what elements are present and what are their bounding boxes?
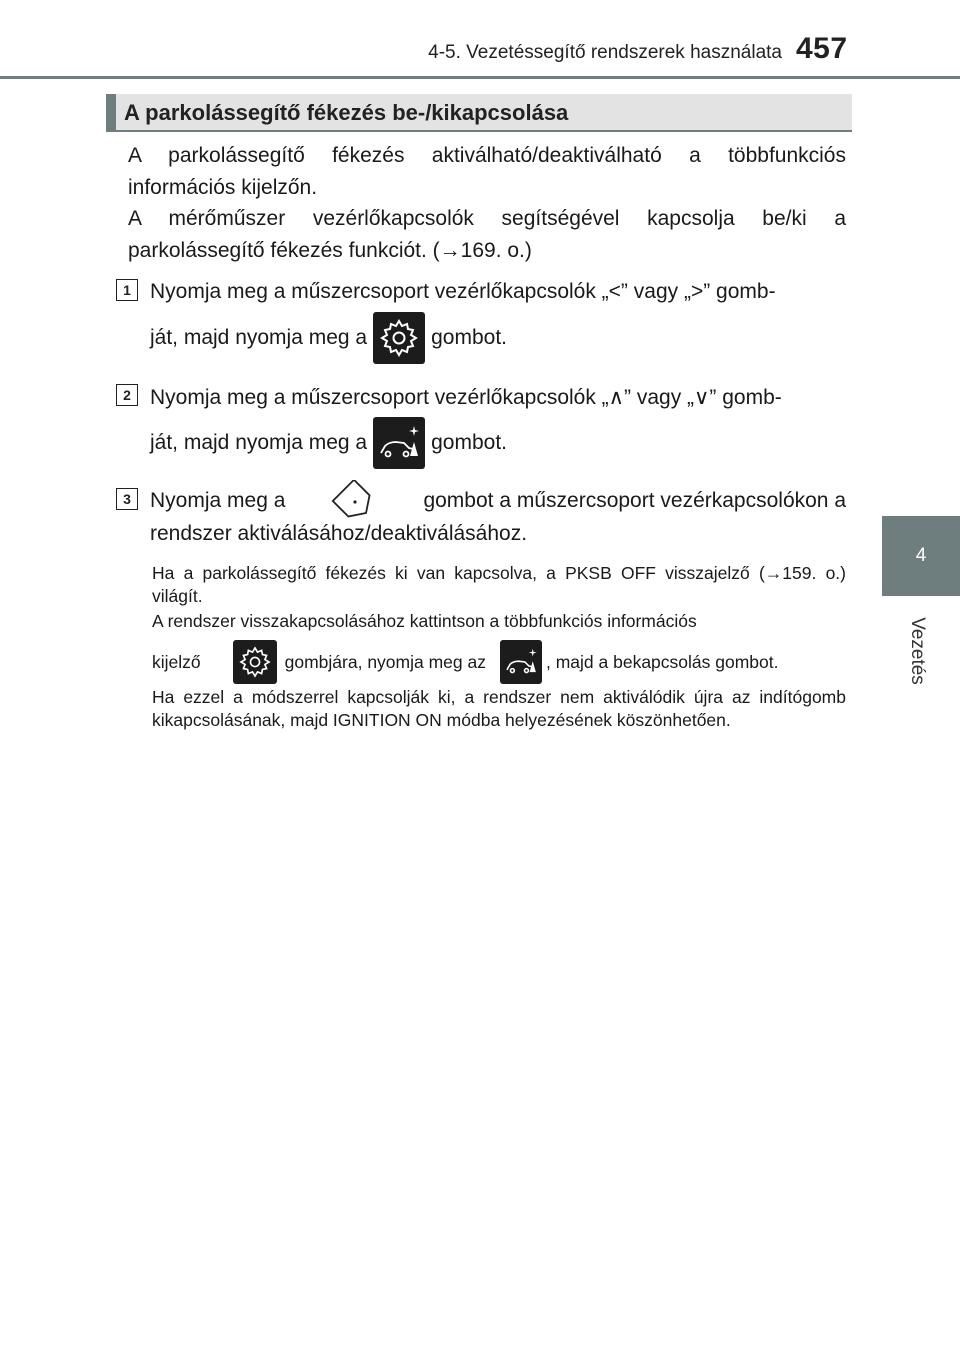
step-3-text-before: Nyomja meg a (150, 489, 286, 512)
step-1-line-2 (150, 312, 846, 364)
step-3-text-after: gombot a műszercsoport vezérkapcsolókon a (423, 489, 846, 512)
enter-button-icon (331, 480, 377, 522)
note-reactivate-line-1: A rendszer visszakapcsolásához kattintson a többfunkciós információs (152, 611, 697, 631)
step-2-text-after: gombot. (431, 431, 507, 454)
step-3-line-1 (150, 480, 846, 522)
step-3-line-2: rendszer aktiválásához/deaktiválásához. (150, 522, 528, 545)
step-1-line-1: Nyomja meg a műszercsoport vezérlőkapcsolók „<” vagy „>” gomb- (150, 280, 776, 303)
step-2-text-before: ját, majd nyomja meg a (150, 431, 368, 454)
car-sensor-icon-small (500, 640, 542, 684)
note-text-before: kijelző (152, 651, 201, 672)
note-pksb-off: Ha a parkolássegítő fékezés ki van kapcsolva, a PKSB OFF visszajelző (→159. o.) világít. (152, 563, 846, 606)
header-divider (0, 76, 960, 79)
step-2-line-1: Nyomja meg a műszercsoport vezérlőkapcsolók „∧” vagy „∨” gomb- (150, 386, 782, 409)
step-number-2: 2 (116, 384, 138, 406)
chapter-tab-label-text: Vezetés (907, 617, 928, 685)
gear-icon-small (233, 640, 277, 684)
intro-paragraph-2: A mérőműszer vezérlőkapcsolók segítségével kapcsolja be/ki a parkolássegítő fékezés funkciót. (→169. o.) (128, 207, 846, 262)
step-1-text-after: gombot. (431, 326, 507, 349)
chapter-tab-number: 4 (915, 545, 927, 566)
chapter-tab-label (902, 606, 932, 696)
note-text-middle: gombjára, nyomja meg az (284, 651, 486, 672)
car-sensor-icon (373, 417, 425, 469)
chapter-title: 4-5. Vezetéssegítő rendszerek használata (428, 42, 782, 63)
step-number-1: 1 (116, 279, 138, 301)
note-reactivate-line-2 (152, 640, 846, 684)
page-number: 457 (796, 32, 848, 65)
step-number-3: 3 (116, 488, 138, 510)
step-1-text-before: ját, majd nyomja meg a (150, 326, 368, 349)
gear-icon (373, 312, 425, 364)
note-restart: Ha ezzel a módszerrel kapcsolják ki, a rendszer nem aktiválódik újra az indítógomb kikapcsolásának, majd IGNITION ON módba helyezésének köszönhetően. (152, 687, 846, 730)
chapter-tab (882, 516, 960, 596)
section-title: A parkolássegítő fékezés be-/kikapcsolása (124, 100, 569, 125)
step-2-line-2 (150, 417, 846, 469)
note-text-after: , majd a bekapcsolás gombot. (546, 651, 779, 672)
intro-paragraph-1: A parkolássegítő fékezés aktiválható/deaktiválható a többfunkciós információs kijelzőn. (128, 144, 846, 199)
